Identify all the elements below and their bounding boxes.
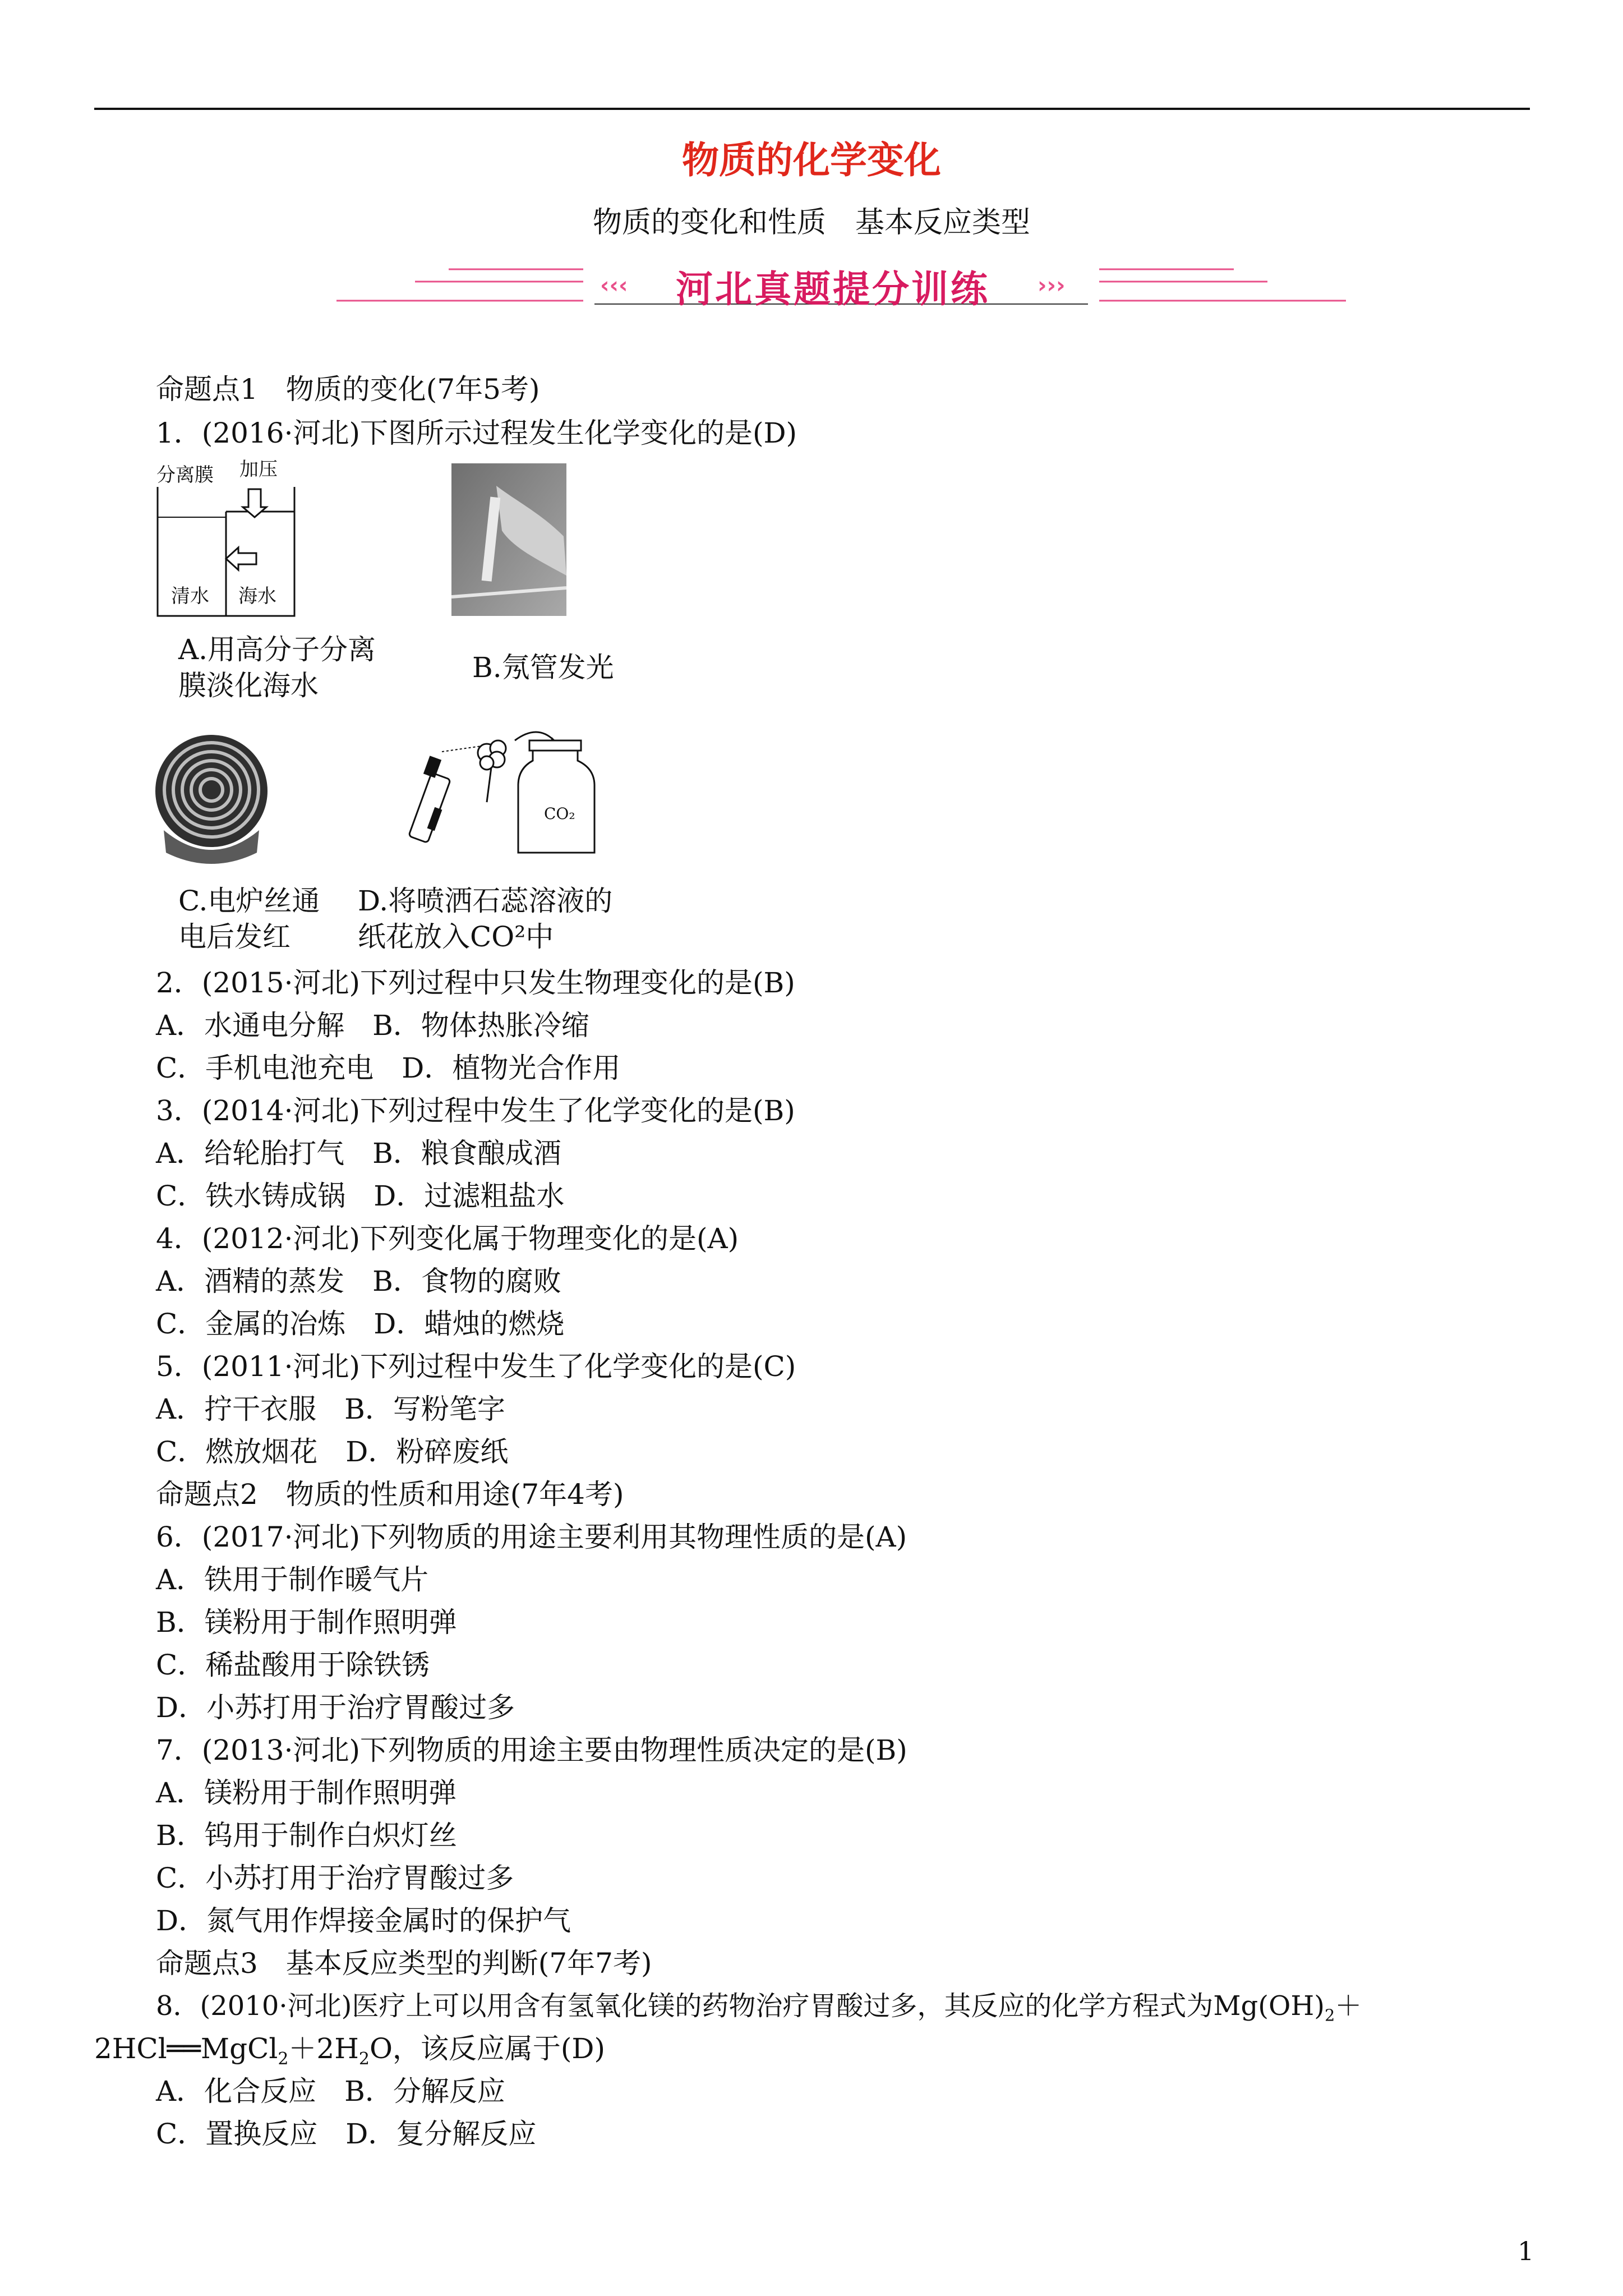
question-6-option-d: D．小苏打用于治疗胃酸过多	[156, 1691, 515, 1724]
option-d-caption-1: D.将喷洒石蕊溶液的	[358, 885, 613, 917]
question-7-option-d: D．氮气用作焊接金属时的保护气	[156, 1904, 571, 1937]
page-subtitle: 物质的变化和性质 基本反应类型	[592, 206, 1030, 240]
seawater-label: 海水	[238, 585, 276, 608]
question-5-stem: 5．(2011·河北)下列过程中发生了化学变化的是(C)	[156, 1350, 796, 1383]
question-2-stem: 2．(2015·河北)下列过程中只发生物理变化的是(B)	[156, 967, 795, 999]
question-6-option-c: C．稀盐酸用于除铁锈	[156, 1649, 430, 1681]
option-a-caption-1: A.用高分子分离	[178, 633, 376, 666]
option-d-caption-2: 纸花放入CO²中	[358, 921, 554, 953]
question-4-options-2: C．金属的冶炼 D．蜡烛的燃烧	[156, 1308, 565, 1340]
svg-text:‹‹‹: ‹‹‹	[600, 273, 628, 298]
question-5-options-1: A．拧干衣服 B．写粉笔字	[156, 1393, 505, 1425]
question-8-options-1: A．化合反应 B．分解反应	[156, 2075, 505, 2108]
pressure-label: 加压	[239, 458, 278, 481]
question-8-options-2: C．置换反应 D．复分解反应	[156, 2118, 537, 2150]
question-8-stem-line-2: $2HCl══MgCl_2+2H_2O$，该反应属于(D)	[94, 2032, 606, 2069]
co2-label: CO₂	[544, 804, 575, 823]
electric-stove-photo	[153, 724, 270, 875]
question-3-options-1: A．给轮胎打气 B．粮食酿成酒	[156, 1137, 561, 1170]
point-1-heading: 命题点1 物质的变化(7年5考)	[156, 373, 540, 406]
page-title: 物质的化学变化	[682, 138, 941, 182]
desalination-membrane-figure	[154, 455, 300, 624]
page-number: 1	[1518, 2236, 1534, 2266]
question-2-options-2: C．手机电池充电 D．植物光合作用	[156, 1052, 621, 1084]
option-c-caption-2: 电后发红	[178, 921, 291, 953]
svg-text:›››: ›››	[1038, 273, 1066, 298]
question-6-option-a: A．铁用于制作暖气片	[156, 1563, 429, 1596]
point-2-heading: 命题点2 物质的性质和用途(7年4考)	[156, 1478, 624, 1511]
question-4-stem: 4．(2012·河北)下列变化属于物理变化的是(A)	[156, 1222, 739, 1255]
question-6-option-b: B．镁粉用于制作照明弹	[156, 1606, 457, 1639]
question-7-option-a: A．镁粉用于制作照明弹	[156, 1777, 457, 1809]
membrane-label: 分离膜	[156, 464, 214, 486]
top-rule	[94, 108, 1530, 110]
option-c-caption-1: C.电炉丝通	[178, 885, 320, 917]
point-3-heading: 命题点3 基本反应类型的判断(7年7考)	[156, 1947, 652, 1980]
banner-title: 河北真题提分训练	[676, 268, 990, 311]
question-2-options-1: A．水通电分解 B．物体热胀冷缩	[156, 1009, 589, 1042]
question-6-stem: 6．(2017·河北)下列物质的用途主要利用其物理性质的是(A)	[156, 1521, 907, 1553]
co2-bottle-flower-figure	[403, 724, 605, 864]
fresh-water-label: 清水	[171, 585, 209, 608]
question-3-options-2: C．铁水铸成锅 D．过滤粗盐水	[156, 1180, 565, 1212]
question-3-stem: 3．(2014·河北)下列过程中发生了化学变化的是(B)	[156, 1094, 795, 1127]
question-7-option-b: B．钨用于制作白炽灯丝	[156, 1819, 457, 1852]
option-b-caption: B.氖管发光	[472, 651, 614, 684]
question-8-stem-line-1: 8．(2010·河北)医疗上可以用含有氢氧化镁的药物治疗胃酸过多，其反应的化学方程式为$Mg(OH)_2+$	[156, 1990, 1362, 2025]
neon-tube-photo	[451, 463, 566, 616]
option-a-caption-2: 膜淡化海水	[178, 669, 319, 702]
question-7-option-c: C．小苏打用于治疗胃酸过多	[156, 1862, 514, 1894]
question-5-options-2: C．燃放烟花 D．粉碎废纸	[156, 1435, 509, 1468]
question-7-stem: 7．(2013·河北)下列物质的用途主要由物理性质决定的是(B)	[156, 1734, 907, 1766]
question-1-stem: 1．(2016·河北)下图所示过程发生化学变化的是(D)	[156, 417, 797, 449]
question-4-options-1: A．酒精的蒸发 B．食物的腐败	[156, 1265, 561, 1297]
